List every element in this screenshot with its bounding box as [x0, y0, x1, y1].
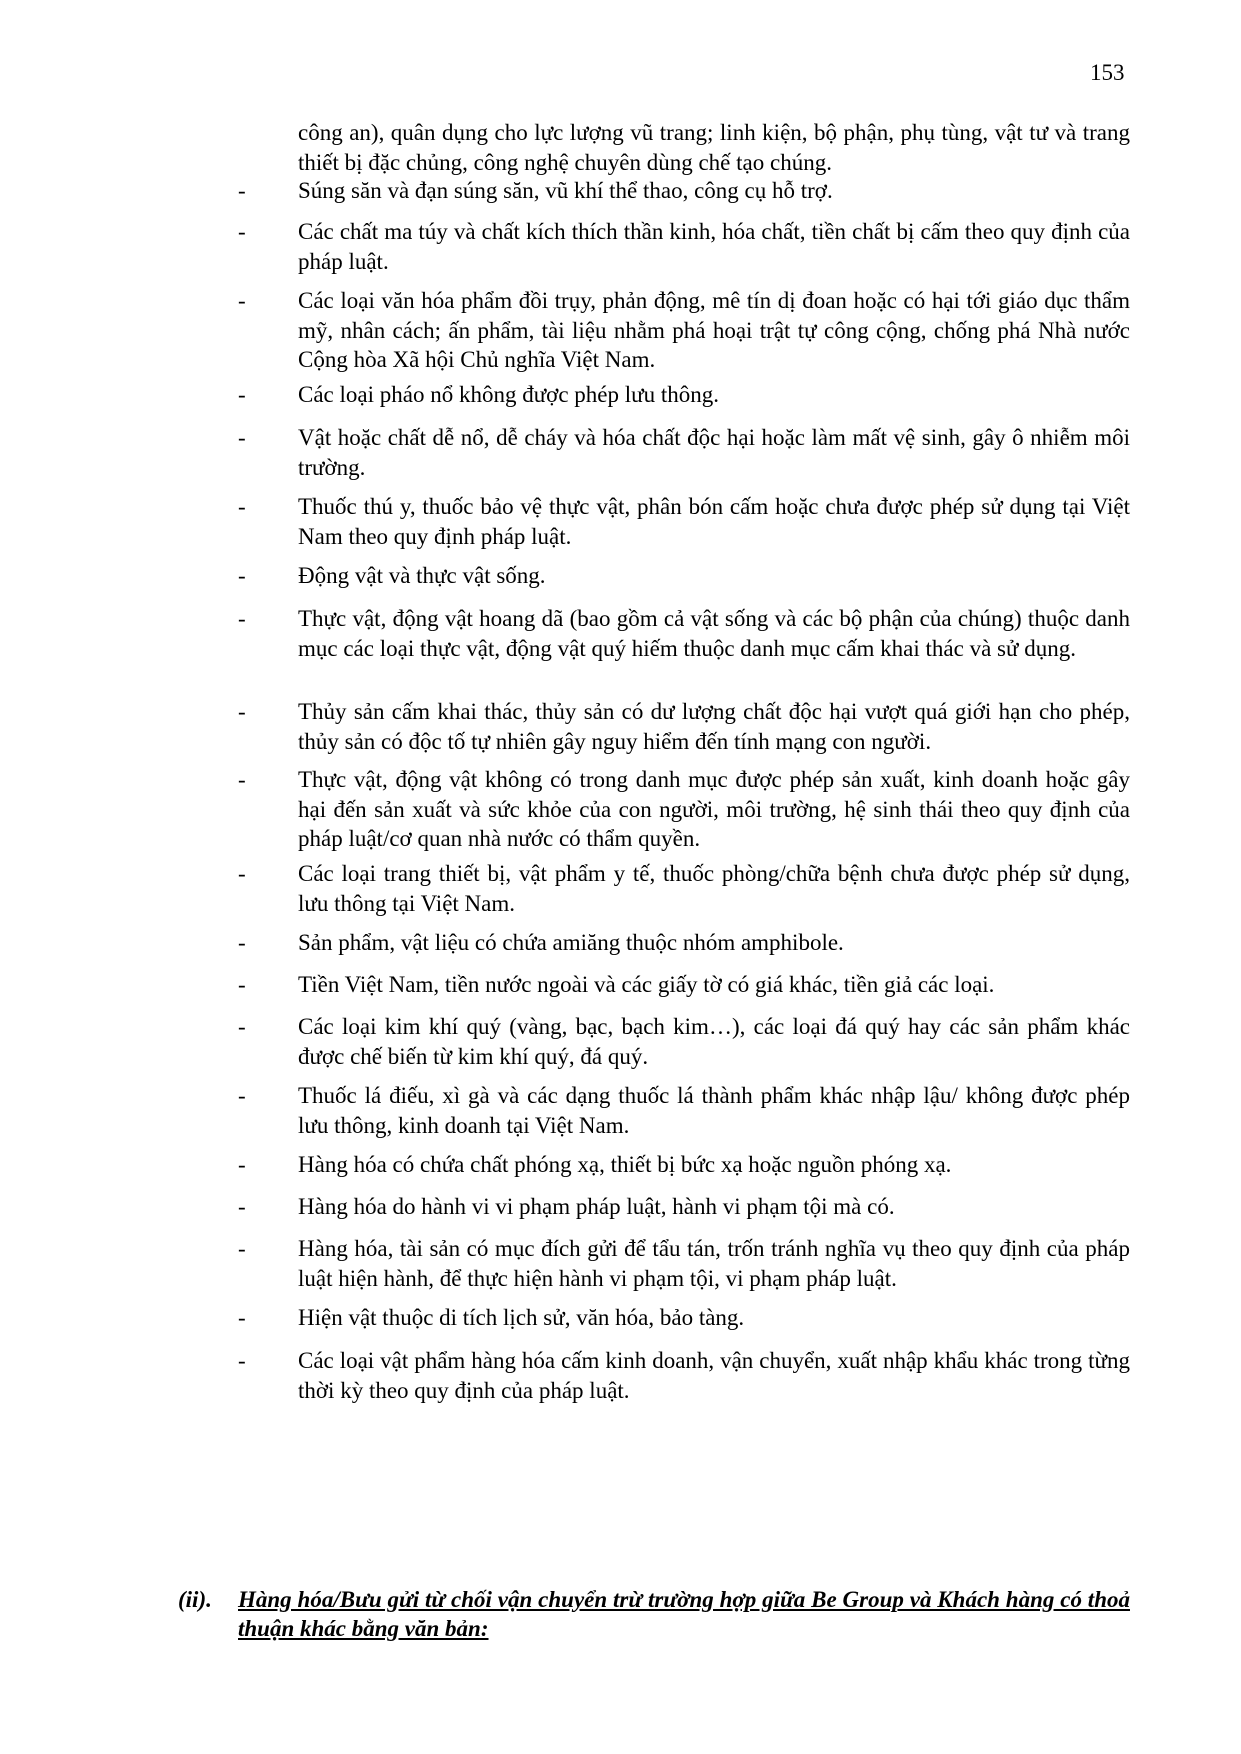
list-item-text: Thủy sản cấm khai thác, thủy sản có dư lượng chất độc hại vượt quá giới hạn cho phép, thủy sản có độc tố tự nhiên gây nguy hiểm đến tính mạng con người.	[298, 699, 1130, 754]
list-item-text: Thực vật, động vật không có trong danh mục được phép sản xuất, kinh doanh hoặc gây hại đến sản xuất và sức khỏe của con người, môi trường, hệ sinh thái theo quy định của pháp luật/cơ quan nhà nước có thẩm quyền.	[298, 767, 1130, 851]
bullet-dash: -	[238, 767, 246, 792]
continuation-paragraph: công an), quân dụng cho lực lượng vũ trang; linh kiện, bộ phận, phụ tùng, vật tư và trang thiết bị đặc chủng, công nghệ chuyên dùng chế tạo chúng.	[298, 120, 1130, 175]
bullet-dash: -	[238, 699, 246, 724]
list-item-text: Hàng hóa do hành vi vi phạm pháp luật, hành vi phạm tội mà có.	[298, 1194, 895, 1219]
bullet-dash: -	[238, 425, 246, 450]
list-item-text: Các chất ma túy và chất kích thích thần kinh, hóa chất, tiền chất bị cấm theo quy định của pháp luật.	[298, 219, 1130, 274]
list-item-text: Thực vật, động vật hoang dã (bao gồm cả vật sống và các bộ phận của chúng) thuộc danh mục các loại thực vật, động vật quý hiếm thuộc danh mục cấm khai thác và sử dụng.	[298, 606, 1130, 661]
bullet-dash: -	[238, 1014, 246, 1039]
page-number: 153	[1090, 60, 1125, 85]
bullet-dash: -	[238, 178, 246, 203]
list-item-text: Các loại trang thiết bị, vật phẩm y tế, thuốc phòng/chữa bệnh chưa được phép sử dụng, lưu thông tại Việt Nam.	[298, 861, 1130, 916]
bullet-dash: -	[238, 1083, 246, 1108]
bullet-dash: -	[238, 930, 246, 955]
section-title: Hàng hóa/Bưu gửi từ chối vận chuyển trừ trường hợp giữa Be Group và Khách hàng có thoả thuận khác bằng văn bản:	[238, 1587, 1130, 1641]
list-item-text: Súng săn và đạn súng săn, vũ khí thể thao, công cụ hỗ trợ.	[298, 178, 833, 203]
list-item-text: Tiền Việt Nam, tiền nước ngoài và các giấy tờ có giá khác, tiền giả các loại.	[298, 972, 995, 997]
list-item-text: Hiện vật thuộc di tích lịch sử, văn hóa, bảo tàng.	[298, 1305, 745, 1330]
bullet-dash: -	[238, 1152, 246, 1177]
bullet-dash: -	[238, 563, 246, 588]
list-item-text: Thuốc thú y, thuốc bảo vệ thực vật, phân bón cấm hoặc chưa được phép sử dụng tại Việt Nam theo quy định pháp luật.	[298, 494, 1130, 549]
list-item-text: Vật hoặc chất dễ nổ, dễ cháy và hóa chất độc hại hoặc làm mất vệ sinh, gây ô nhiễm môi trường.	[298, 425, 1130, 480]
list-item-text: Hàng hóa, tài sản có mục đích gửi để tẩu tán, trốn tránh nghĩa vụ theo quy định của pháp luật hiện hành, để thực hiện hành vi phạm tội, vi phạm pháp luật.	[298, 1236, 1130, 1291]
list-item-text: Các loại kim khí quý (vàng, bạc, bạch kim…), các loại đá quý hay các sản phẩm khác được chế biến từ kim khí quý, đá quý.	[298, 1014, 1130, 1069]
list-item-text: Thuốc lá điếu, xì gà và các dạng thuốc lá thành phẩm khác nhập lậu/ không được phép lưu thông, kinh doanh tại Việt Nam.	[298, 1083, 1130, 1138]
bullet-dash: -	[238, 219, 246, 244]
bullet-dash: -	[238, 861, 246, 886]
bullet-dash: -	[238, 1348, 246, 1373]
list-item-text: Các loại vật phẩm hàng hóa cấm kinh doanh, vận chuyển, xuất nhập khẩu khác trong từng thời kỳ theo quy định của pháp luật.	[298, 1348, 1130, 1403]
bullet-dash: -	[238, 972, 246, 997]
list-item-text: Các loại văn hóa phẩm đồi trụy, phản động, mê tín dị đoan hoặc có hại tới giáo dục thẩm mỹ, nhân cách; ấn phẩm, tài liệu nhằm phá hoại trật tự công cộng, chống phá Nhà nước Cộng hòa Xã hội Chủ nghĩa Việt Nam.	[298, 288, 1130, 372]
bullet-dash: -	[238, 1236, 246, 1261]
bullet-dash: -	[238, 494, 246, 519]
bullet-dash: -	[238, 382, 246, 407]
bullet-dash: -	[238, 606, 246, 631]
list-item-text: Hàng hóa có chứa chất phóng xạ, thiết bị bức xạ hoặc nguồn phóng xạ.	[298, 1152, 952, 1177]
list-item-text: Các loại pháo nổ không được phép lưu thông.	[298, 382, 719, 407]
bullet-dash: -	[238, 288, 246, 313]
section-number: (ii).	[178, 1587, 212, 1612]
bullet-dash: -	[238, 1305, 246, 1330]
list-item-text: Động vật và thực vật sống.	[298, 563, 546, 588]
list-item-text: Sản phẩm, vật liệu có chứa amiăng thuộc nhóm amphibole.	[298, 930, 844, 955]
bullet-dash: -	[238, 1194, 246, 1219]
